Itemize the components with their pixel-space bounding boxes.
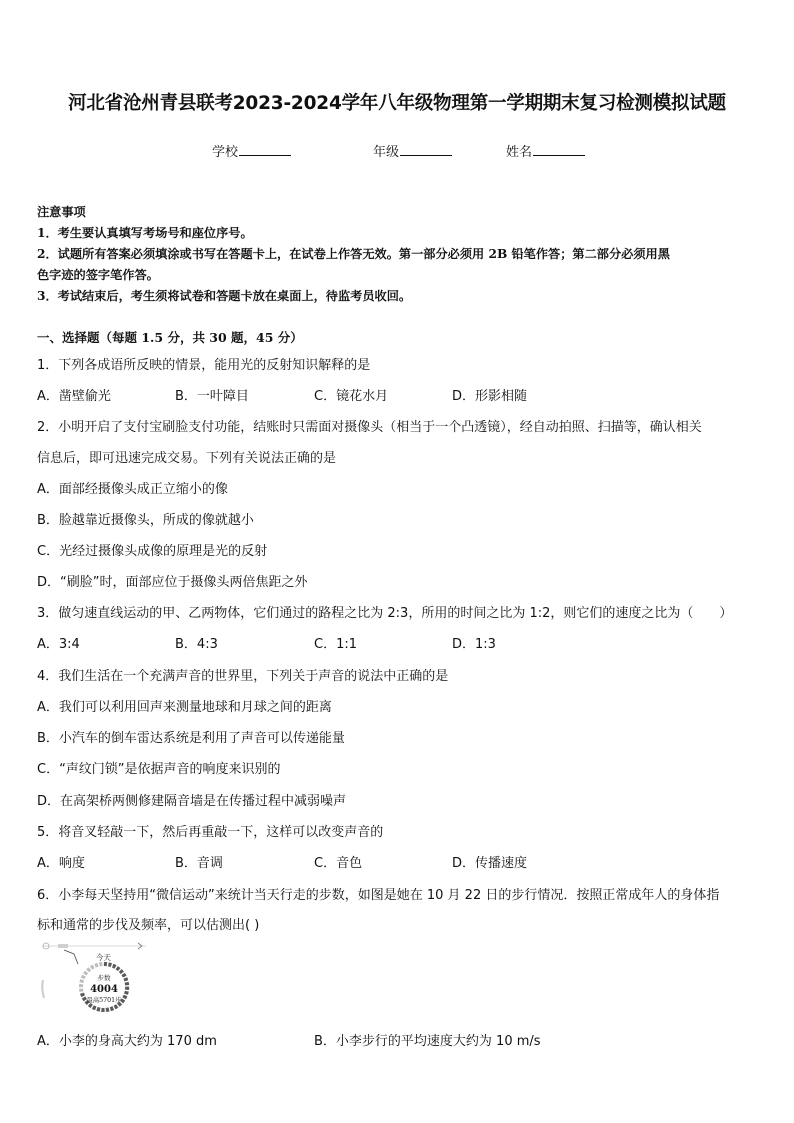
widget-tab-icon	[58, 944, 68, 948]
q5-option-d: D．传播速度	[452, 856, 528, 871]
q1-option-b: B．一叶障目	[175, 389, 249, 404]
q2-option-a: A．面部经摄像头成正立缩小的像	[37, 482, 228, 497]
q2-option-d: D．“刷脸”时，面部应位于摄像头两倍焦距之外	[37, 575, 308, 590]
notice-item: 色字迹的签字笔作答。	[37, 268, 159, 282]
q2-option-c: C．光经过摄像头成像的原理是光的反射	[37, 544, 268, 559]
question-2-stem-cont: 信息后，即可迅速完成交易。下列有关说法正确的是	[37, 451, 337, 466]
widget-side-arc	[42, 980, 44, 998]
best-steps: 最高5701步	[86, 997, 122, 1004]
notice-item: 1．考生要认真填写考场号和座位序号。	[37, 226, 253, 240]
q3-option-d: D．1:3	[452, 637, 496, 652]
question-4-stem: 4．我们生活在一个充满声音的世界里，下列关于声音的说法中正确的是	[37, 669, 449, 684]
q4-option-c: C．“声纹门锁”是依据声音的响度来识别的	[37, 762, 281, 777]
question-1-stem: 1．下列各成语所反映的情景，能用光的反射知识解释的是	[37, 358, 371, 373]
question-2-stem: 2．小明开启了支付宝刷脸支付功能，结账时只需面对摄像头（相当于一个凸透镜），经自动拍照、扫描等，确认相关	[37, 420, 702, 435]
grade-blank	[400, 143, 452, 156]
q1-option-d: D．形影相随	[452, 389, 528, 404]
q3-option-b: B．4:3	[175, 637, 218, 652]
name-blank	[533, 143, 585, 156]
grade-field	[373, 141, 452, 160]
q4-option-a: A．我们可以利用回声来测量地球和月球之间的距离	[37, 700, 332, 715]
school-field	[212, 141, 291, 160]
step-ring-graphic	[38, 940, 150, 1020]
name-field	[506, 141, 585, 160]
q2-option-b: B．脸越靠近摄像头，所成的像就越小	[37, 513, 254, 528]
school-label: 学校	[212, 145, 239, 160]
q4-option-d: D．在高架桥两侧修建隔音墙是在传播过程中减弱噪声	[37, 794, 347, 809]
notice-item: 3．考试结束后，考生须将试卷和答题卡放在桌面上，待监考员收回。	[37, 289, 412, 303]
section-heading: 一、选择题（每题 1.5 分，共 30 题，45 分）	[37, 330, 303, 345]
question-6-stem-cont: 标和通常的步伐及频率，可以估测出( )	[37, 918, 260, 933]
question-5-stem: 5．将音叉轻敲一下，然后再重敲一下，这样可以改变声音的	[37, 825, 384, 840]
q6-option-a: A．小李的身高大约为 170 dm	[37, 1034, 217, 1049]
q5-option-b: B．音调	[175, 856, 223, 871]
widget-pointer-lines	[64, 950, 78, 964]
steps-value: 4004	[90, 984, 118, 995]
grade-label: 年级	[373, 145, 400, 160]
q5-option-a: A．响度	[37, 856, 85, 871]
notice-item: 2．试题所有答案必须填涂或书写在答题卡上，在试卷上作答无效。第一部分必须用 2B 铅笔作答；第二部分必须用黑	[37, 247, 670, 261]
steps-label: 步数	[97, 974, 111, 982]
today-label: 今天	[96, 953, 111, 962]
name-label: 姓名	[506, 145, 533, 160]
question-3-stem: 3．做匀速直线运动的甲、乙两物体，它们通过的路程之比为 2:3，所用的时间之比为 1:2，则它们的速度之比为（ ）	[37, 606, 733, 621]
q1-option-a: A．凿壁偷光	[37, 389, 111, 404]
q5-option-c: C．音色	[314, 856, 363, 871]
notice-heading: 注意事项	[37, 205, 86, 219]
step-count-figure	[38, 940, 150, 1020]
page-title: 河北省沧州青县联考2023-2024学年八年级物理第一学期期末复习检测模拟试题	[68, 93, 726, 114]
q1-option-c: C．镜花水月	[314, 389, 389, 404]
q3-option-c: C．1:1	[314, 637, 357, 652]
q4-option-b: B．小汽车的倒车雷达系统是利用了声音可以传递能量	[37, 731, 345, 746]
q6-option-b: B．小李步行的平均速度大约为 10 m/s	[314, 1034, 541, 1049]
school-blank	[239, 143, 291, 156]
question-6-stem: 6．小李每天坚持用“微信运动”来统计当天行走的步数，如图是她在 10 月 22 日的步行情况．按照正常成年人的身体指	[37, 888, 720, 903]
q3-option-a: A．3:4	[37, 637, 80, 652]
